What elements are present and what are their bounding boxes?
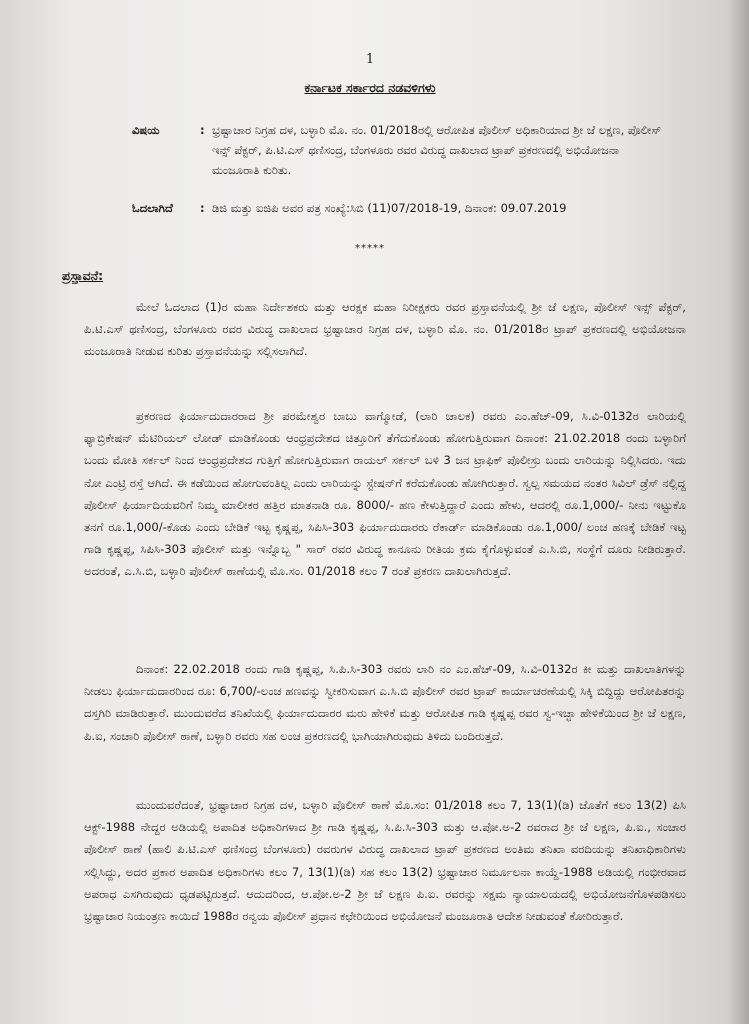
- preamble-heading: ಪ್ರಸ್ತಾವನೆ:: [62, 268, 104, 283]
- paragraph-4: ಮುಂದುವರೆದಂತೆ, ಭ್ರಷ್ಟಾಚಾರ ನಿಗ್ರಹ ದಳ, ಬಳ್ಳಾರಿ ಪೊಲೀಸ್ ಠಾಣೆ ಮೊ.ಸಂ: 01/2018 ಕಲಂ 7, 13(1)(ಡಿ) ಜೊತೆಗೆ ಕಲಂ 13(2) ಪಿಸಿ ಆಕ್ಟ್-1988 ನೇದ್ದರ ಅಡಿಯಲ್ಲಿ ಅಪಾದಿತ ಅಧಿಕಾರಿಗಳಾದ ಶ್ರೀ ಗಾಡಿ ಕೃಷ್ಣಪ್ಪ, ಸಿ.ಪಿ.ಸಿ-303 ಮತ್ತು ಆ.ಪೋ.ಅ-2 ರವರಾದ ಶ್ರೀ ಜೆ ಲಕ್ಷಣ, ಪಿ.ಐ., ಸಂಚಾರ ಪೊಲೀಸ್ ಠಾಣೆ (ಹಾಲಿ ಪಿ.ಟಿ.ಎಸ್ ಥಣಿಸಂದ್ರ ಬೆಂಗಳೂರು) ರವರುಗಳ ವಿರುದ್ಧ ದಾಖಲಾದ ಟ್ರಾಪ್ ಪ್ರಕರಣದ ಅಂತಿಮ ತನಿಖಾ ವರದಿಯನ್ನು ತನಿಖಾಧಿಕಾರಿಗಳು ಸಲ್ಲಿಸಿದ್ದು, ಅದರ ಪ್ರಕಾರ ಅಪಾದಿತ ಅಧಿಕಾರಿಗಳು ಕಲಂ 7, 13(1)(ಡಿ) ಸಹ ಕಲಂ 13(2) ಭ್ರಷ್ಟಾಚಾರ ನಿರ್ಮೂಲನಾ ಕಾಯ್ದೆ-1988 ಅಡಿಯಲ್ಲಿ ಗಂಭೀರವಾದ ಅಪರಾಧ ಎಸಗಿರುವುದು ಧೃಡಪಟ್ಟಿರುತ್ತದೆ. ಆದುದರಿಂದ, ಆ.ಪೋ.ಅ-2 ಶ್ರೀ ಜೆ ಲಕ್ಷಣ ಪಿ.ಐ. ರವರನ್ನು ಸಕ್ಷಮ ನ್ಯಾಯಾಲಯದಲ್ಲಿ ಅಭಿಯೋಜನೆಗೊಳಪಡಿಸಲು ಭ್ರಷ್ಟಾಚಾರ ನಿಯಂತ್ರಣ ಕಾಯಿದೆ 1988ರ ರನ್ವಯ ಪೊಲೀಸ್ ಪ್ರಧಾನ ಕಛೇರಿಯಿಂದ ಅಭಿಯೋಜನೆ ಮಂಜೂರಾತಿ ಆದೇಶ ನೀಡುವಂತೆ ಕೋರಿರುತ್ತಾರೆ.: [84, 798, 686, 924]
- paragraph-1: ಮೇಲೆ ಓದಲಾದ (1)ರ ಮಹಾ ನಿರ್ದೇಶಕರು ಮತ್ತು ಆರಕ್ಷಕ ಮಹಾ ನಿರೀಕ್ಷಕರು ರವರ ಪ್ರಸ್ತಾವನೆಯಲ್ಲಿ ಶ್ರೀ ಜೆ ಲಕ್ಷಣ, ಪೊಲೀಸ್ ಇನ್ಸ್ ಪೆಕ್ಟರ್, ಪಿ.ಟಿ.ಎಸ್ ಥಣಿಸಂದ್ರ, ಬೆಂಗಳೂರು ರವರ ವಿರುದ್ಧ ದಾಖಲಾದ ಭ್ರಷ್ಟಾಚಾರ ನಿಗ್ರಹ ದಳ, ಬಳ್ಳಾರಿ ಮೊ. ನಂ. 01/2018ರ ಟ್ರಾಪ್ ಪ್ರಕರಣದಲ್ಲಿ ಅಭಿಯೋಜನಾ ಮಂಜೂರಾತಿ ನೀಡುವ ಕುರಿತು ಪ್ರಸ್ತಾವನೆಯನ್ನು ಸಲ್ಲಿಸಲಾಗಿದೆ.: [84, 300, 686, 359]
- subject-block: [132, 120, 672, 200]
- reference-block: [132, 198, 672, 240]
- page-edge-shadow: [727, 0, 749, 1024]
- paragraph-2: ಪ್ರಕರಣದ ಫಿರ್ಯಾದುದಾರರಾದ ಶ್ರೀ ಪರಮೇಶ್ವರ ಬಾಬು ವಾಗ್ಮೋಡೆ, (ಲಾರಿ ಚಾಲಕ) ರವರು ಎಂ.ಹೆಚ್-09, ಸಿ.ವಿ-0132ರ ಲಾರಿಯಲ್ಲಿ ಫ್ಯಾಬ್ರಿಕೇಷನ್ ಮೆಟಿರಿಯಲ್ ಲೋಡ್ ಮಾಡಿಕೊಂಡು ಆಂಧ್ರಪ್ರದೇಶದ ಚಿತ್ತೂರಿಗೆ ತೆಗೆದುಕೊಂಡು ಹೋಗುತ್ತಿರುವಾಗ ದಿನಾಂಕ: 21.02.2018 ರಂದು ಬಳ್ಳಾರಿಗೆ ಬಂದು ಮೋತಿ ಸರ್ಕಲ್ ನಿಂದ ಆಂಧ್ರಪ್ರದೇಶದ ಗುತ್ತಿಗೆ ಹೋಗುತ್ತಿರುವಾಗ ರಾಯಲ್ ಸರ್ಕಲ್ ಬಳಿ 3 ಜನ ಟ್ರಾಫಿಕ್ ಪೊಲೀಸ್ರು ಬಂದು ಲಾರಿಯನ್ನು ನಿಲ್ಲಿಸಿದರು. ಇದು ನೋ ಎಂಟ್ರಿ ರಸ್ತೆ ಆಗಿದೆ. ಈ ಕಡೆಯಿಂದ ಹೋಗುವಂತಿಲ್ಲ ಎಂದು ಲಾರಿಯನ್ನು ಸ್ಟೇಷನ್‌ಗೆ ಕರೆದುಕೊಂಡು ಹೋಗಿರುತ್ತಾರೆ. ಸ್ವಲ್ಪ ಸಮಯದ ನಂತರ ಸಿವಿಲ್ ಡ್ರೆಸ್ ನಲ್ಲಿದ್ದ ಪೊಲೀಸ್ ಫಿರ್ಯಾದಿಯವರಿಗೆ ನಿಮ್ಮ ಮಾಲೀಕರ ಹತ್ತಿರ ಮಾತನಾಡಿ ರೂ. 8000/- ಹಣ ಕೇಳುತ್ತಿದ್ದಾರೆ ಎಂದು ಹೇಳು, ಆದರಲ್ಲಿ ರೂ.1,000/- ನೀನು ಇಟ್ಟುಕೊ ತನಗೆ ರೂ.1,000/-ಕೊಡು ಎಂದು ಬೇಡಿಕೆ ಇಟ್ಟ ಕೃಷ್ಣಪ್ಪ, ಸಿಪಿಸಿ-303 ಫಿರ್ಯಾದುದಾರರು ರೆಕಾರ್ಡ್ ಮಾಡಿಕೊಂಡು ರೂ.1,000/ ಲಂಚ ಹಣಕ್ಕೆ ಬೇಡಿಕೆ ಇಟ್ಟ ಗಾಡಿ ಕೃಷ್ಣಪ್ಪ, ಸಿಪಿಸಿ-303 ಪೊಲೀಸ್ ಮತ್ತು ಇನ್ನೊಬ್ಬ " ಸಾರ್ ರವರ ವಿರುದ್ಧ ಕಾನೂನು ರೀತಿಯ ಕ್ರಮ ಕೈಗೊಳ್ಳುವಂತೆ ಎ.ಸಿ.ಬಿ, ಸಂಸ್ಥೆಗೆ ದೂರು ನೀಡಿರುತ್ತಾರೆ. ಅದರಂತೆ, ಎ.ಸಿ.ಬಿ, ಬಳ್ಳಾರಿ ಪೊಲೀಸ್ ಠಾಣೆಯಲ್ಲಿ ಮೊ.ಸಂ. 01/2018 ಕಲಂ 7 ರಂತೆ ಪ್ರಕರಣ ದಾಖಲಾಗಿರುತ್ತದೆ.: [84, 409, 686, 579]
- government-title: ಕರ್ನಾಟಕ ಸರ್ಕಾರದ ನಡವಳಿಗಳು: [304, 80, 436, 95]
- page-number: 1: [365, 52, 375, 67]
- separator-stars: *****: [355, 243, 385, 254]
- subject-label: ವಿಷಯ: [132, 123, 160, 137]
- subject-text: ಭ್ರಷ್ಟಾಚಾರ ನಿಗ್ರಹ ದಳ, ಬಳ್ಳಾರಿ ಮೊ. ನಂ. 01/2018ರಲ್ಲಿ ಆರೋಪಿತ ಪೊಲೀಸ್ ಅಧಿಕಾರಿಯಾದ ಶ್ರೀ ಜೆ ಲಕ್ಷಣ, ಪೊಲೀಸ್ ಇನ್ಸ್ ಪೆಕ್ಟರ್, ಪಿ.ಟಿ.ಎಸ್ ಥಣಿಸಂದ್ರ, ಬೆಂಗಳೂರು ರವರ ವಿರುದ್ಧ ದಾಖಲಾದ ಟ್ರಾಪ್ ಪ್ರಕರಣದಲ್ಲಿ ಅಭಿಯೋಜನಾ ಮಂಜೂರಾತಿ ಕುರಿತು.: [212, 123, 662, 177]
- paragraph-3: ದಿನಾಂಕ: 22.02.2018 ರಂದು ಗಾಡಿ ಕೃಷ್ಣಪ್ಪ, ಸಿ.ಪಿ.ಸಿ-303 ರವರು ಲಾರಿ ನಂ ಎಂ.ಹೆಚ್-09, ಸಿ.ವಿ-0132ರ ಕೀ ಮತ್ತು ದಾಖಲಾತಿಗಳನ್ನು ನೀಡಲು ಫಿರ್ಯಾದುದಾರರಿಂದ ರೂ: 6,700/-ಲಂಚ ಹಣವನ್ನು ಸ್ವೀಕರಿಸುವಾಗ ಎ.ಸಿ.ಬಿ ಪೊಲೀಸ್ ರವರ ಟ್ರಾಪ್ ಕಾರ್ಯಾಚರಣೆಯಲ್ಲಿ ಸಿಕ್ಕಿ ಬಿದ್ದಿದ್ದು ಆರೋಪಿತರನ್ನು ದಸ್ತಗಿರಿ ಮಾಡಿರುತ್ತಾರೆ. ಮುಂದುವರೆದ ತನಿಖೆಯಲ್ಲಿ ಫಿರ್ಯಾದುದಾರರ ಮರು ಹೇಳಿಕೆ ಮತ್ತು ಆರೋಪಿತ ಗಾಡಿ ಕೃಷ್ಣಪ್ಪ ರವರ ಸ್ವ-ಇಚ್ಛಾ ಹೇಳಿಕೆಯಿಂದ ಶ್ರೀ ಜೆ ಲಕ್ಷಣ, ಪಿ.ಐ, ಸಂಚಾರಿ ಪೊಲೀಸ್ ಠಾಣೆ, ಬಳ್ಳಾರಿ ರವರು ಸಹ ಲಂಚ ಪ್ರಕರಣದಲ್ಲಿ ಭಾಗಿಯಾಗಿರುವುದು ತಿಳಿದು ಬಂದಿರುತ್ತದೆ.: [84, 662, 686, 743]
- reference-colon: :: [200, 201, 205, 215]
- subject-colon: :: [200, 123, 205, 137]
- reference-label: ಓದಲಾಗಿದೆ: [132, 201, 173, 215]
- reference-text: ಡಿಜಿ ಮತ್ತು ಐಜಿಪಿ ಅವರ ಪತ್ರ ಸಂಖ್ಯೆ:ಸಿಬಿ (11)07/2018-19, ದಿನಾಂಕ: 09.07.2019: [212, 201, 567, 215]
